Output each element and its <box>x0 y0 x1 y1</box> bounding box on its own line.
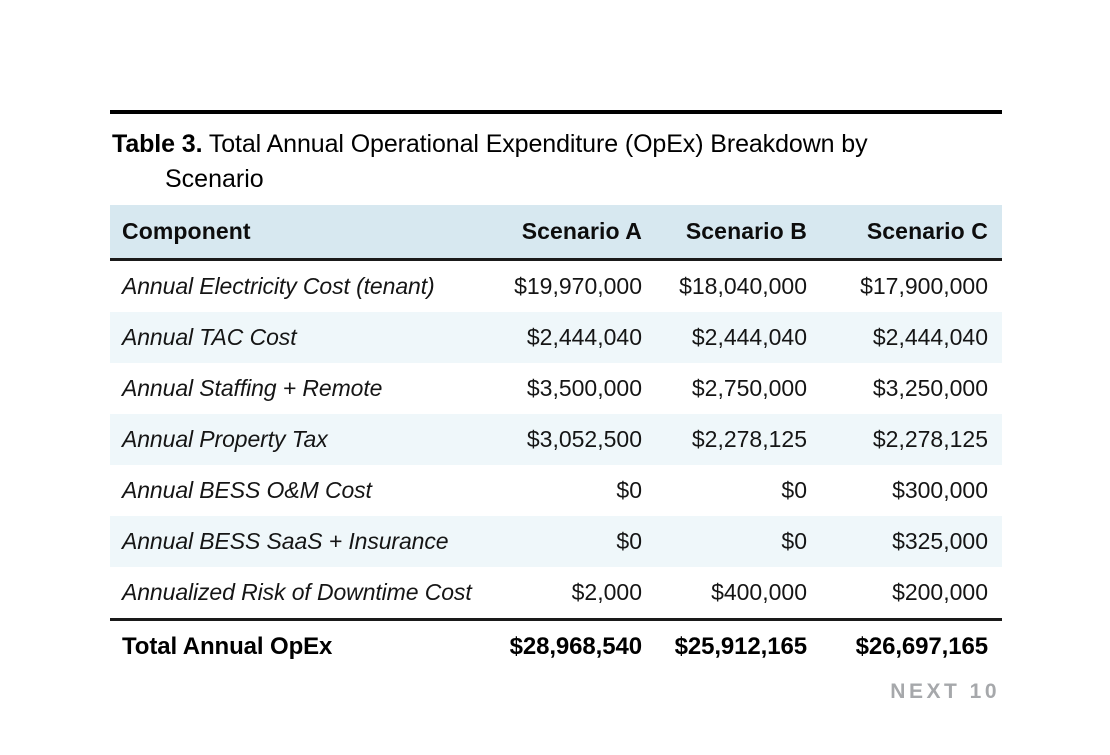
table-row <box>110 414 1002 465</box>
row-value-scenario-c: $17,900,000 <box>860 273 988 299</box>
table-row <box>110 261 1002 312</box>
table-body <box>110 261 1002 618</box>
table-caption-text: Total Annual Operational Expenditure (OpEx) Breakdown by <box>202 130 868 158</box>
total-row-label: Total Annual OpEx <box>122 633 333 660</box>
footer-brand-wordmark: NEXT 10 <box>890 680 1000 703</box>
row-value-scenario-c: $325,000 <box>892 528 988 554</box>
header-cell-component: Component <box>122 218 251 244</box>
table-header-row <box>110 205 1002 258</box>
row-value-scenario-a: $19,970,000 <box>514 273 642 299</box>
row-value-scenario-b: $2,278,125 <box>691 426 807 452</box>
total-value-scenario-b: $25,912,165 <box>674 633 807 660</box>
row-value-scenario-c: $2,444,040 <box>872 324 988 350</box>
row-value-scenario-a: $3,052,500 <box>526 426 642 452</box>
row-value-scenario-b: $400,000 <box>711 579 807 605</box>
table-row <box>110 465 1002 516</box>
header-cell-scenario-c: Scenario C <box>866 218 988 244</box>
row-component-label: Annual Electricity Cost (tenant) <box>122 273 435 299</box>
row-value-scenario-b: $18,040,000 <box>679 273 807 299</box>
row-value-scenario-b: $2,444,040 <box>691 324 807 350</box>
row-value-scenario-a: $3,500,000 <box>526 375 642 401</box>
header-cell-scenario-b: Scenario B <box>685 218 807 244</box>
row-component-label: Annual BESS SaaS + Insurance <box>122 528 449 554</box>
row-value-scenario-b: $0 <box>781 477 807 503</box>
total-value-scenario-c: $26,697,165 <box>855 633 988 660</box>
row-component-label: Annual TAC Cost <box>122 324 297 350</box>
total-value-scenario-a: $28,968,540 <box>509 633 642 660</box>
row-component-label: Annualized Risk of Downtime Cost <box>122 579 472 605</box>
table-caption-line2: Scenario <box>165 165 264 193</box>
row-value-scenario-a: $2,444,040 <box>526 324 642 350</box>
table-caption-number: Table 3. <box>112 130 203 158</box>
table-row <box>110 363 1002 414</box>
row-value-scenario-c: $3,250,000 <box>872 375 988 401</box>
row-component-label: Annual Property Tax <box>122 426 328 452</box>
row-value-scenario-b: $0 <box>781 528 807 554</box>
row-value-scenario-c: $200,000 <box>892 579 988 605</box>
row-value-scenario-c: $2,278,125 <box>872 426 988 452</box>
opex-table <box>110 205 1002 673</box>
table-row <box>110 516 1002 567</box>
row-value-scenario-a: $0 <box>616 528 642 554</box>
row-value-scenario-c: $300,000 <box>892 477 988 503</box>
table-top-rule <box>110 110 1002 114</box>
row-component-label: Annual Staffing + Remote <box>122 375 383 401</box>
row-value-scenario-a: $0 <box>616 477 642 503</box>
table-row <box>110 567 1002 618</box>
row-value-scenario-b: $2,750,000 <box>691 375 807 401</box>
table-caption <box>112 128 992 160</box>
table-total-row <box>110 621 1002 673</box>
table-row <box>110 312 1002 363</box>
row-value-scenario-a: $2,000 <box>571 579 642 605</box>
row-component-label: Annual BESS O&M Cost <box>122 477 372 503</box>
header-cell-scenario-a: Scenario A <box>521 218 642 244</box>
